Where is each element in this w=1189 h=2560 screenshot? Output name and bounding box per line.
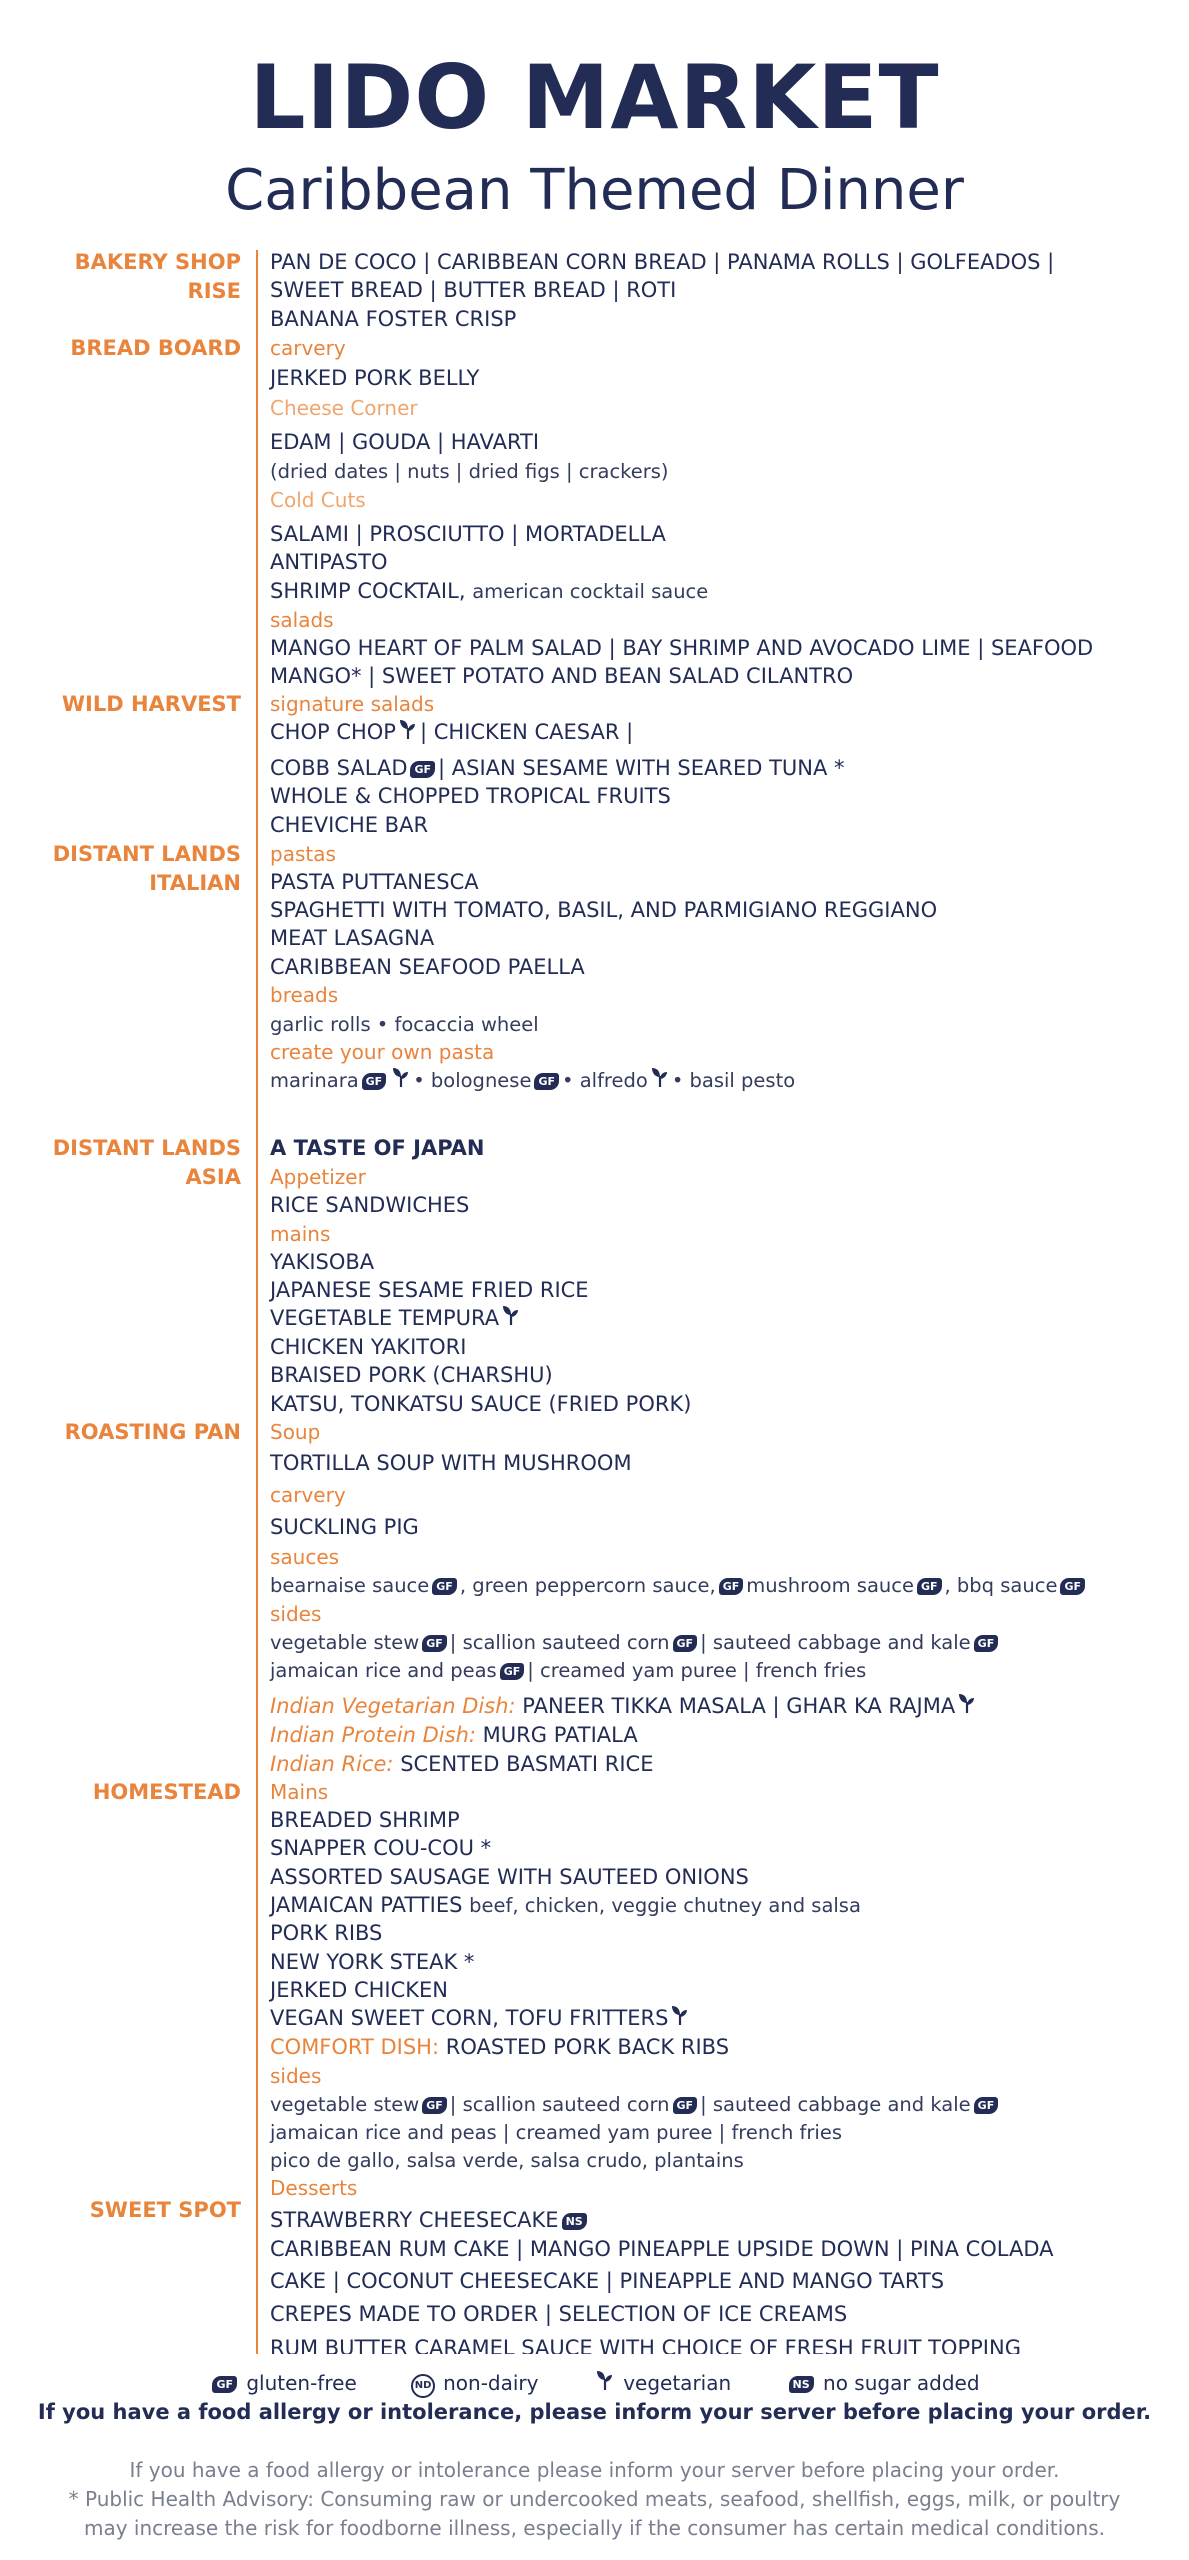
section-roasting-pan: ROASTING PAN — [64, 1420, 241, 1444]
gluten-free-icon: GF — [974, 1635, 999, 1652]
legend-vegetarian: vegetarian — [593, 2371, 731, 2395]
menu-subheading: Cold Cuts — [270, 488, 366, 512]
menu-description: garlic rolls • focaccia wheel — [270, 1013, 539, 1036]
section-sweet-spot: SWEET SPOT — [89, 2198, 241, 2222]
menu-subheading: carvery — [270, 336, 346, 360]
menu-item: CHICKEN YAKITORI — [270, 1335, 467, 1359]
gluten-free-icon: GF — [422, 1635, 447, 1652]
footer-advisory — [0, 2456, 1189, 2543]
section-homestead: HOMESTEAD — [92, 1780, 241, 1804]
gluten-free-icon: GF — [673, 2097, 698, 2114]
menu-item: TORTILLA SOUP WITH MUSHROOM — [270, 1451, 632, 1475]
section-bread-board: BREAD BOARD — [70, 336, 241, 360]
legend-no-sugar: NS no sugar added — [786, 2371, 980, 2395]
menu-subheading: sauces — [270, 1545, 340, 1569]
menu-item: MANGO HEART OF PALM SALAD | BAY SHRIMP AND AVOCADO LIME | SEAFOOD — [270, 636, 1094, 660]
gluten-free-icon: GF — [410, 761, 435, 778]
menu-subheading: Mains — [270, 1780, 329, 1804]
menu-item: MANGO* | SWEET POTATO AND BEAN SALAD CILANTRO — [270, 664, 854, 688]
footer-line: * Public Health Advisory: Consuming raw or undercooked meats, seafood, shellfish, eggs, milk, or poultry — [68, 2487, 1121, 2511]
menu-item: BREADED SHRIMP — [270, 1808, 460, 1832]
menu-item: JAPANESE SESAME FRIED RICE — [270, 1278, 589, 1302]
gluten-free-icon: GF — [534, 1073, 559, 1090]
footer-line: If you have a food allergy or intolerance please inform your server before placing your order. — [129, 2458, 1060, 2482]
vegetarian-icon — [651, 1067, 669, 1087]
vegetarian-icon — [671, 2005, 689, 2025]
gluten-free-icon: GF — [917, 1578, 942, 1595]
menu-subheading: Soup — [270, 1420, 321, 1444]
section-distant-asia: DISTANT LANDS ASIA — [52, 1136, 241, 1189]
vegetarian-icon — [502, 1305, 520, 1325]
menu-description: jamaican rice and peas | creamed yam puree | french fries — [270, 2121, 842, 2144]
menu-subheading: create your own pasta — [270, 1040, 495, 1064]
menu-item: RICE SANDWICHES — [270, 1193, 470, 1217]
menu-item: SHRIMP COCKTAIL, american cocktail sauce — [270, 579, 709, 603]
dietary-legend — [0, 2370, 1189, 2398]
menu-item: ASSORTED SAUSAGE WITH SAUTEED ONIONS — [270, 1865, 749, 1889]
menu-item: SWEET BREAD | BUTTER BREAD | ROTI — [270, 278, 677, 302]
menu-item: Indian Protein Dish: MURG PATIALA — [270, 1723, 638, 1747]
menu-description: pico de gallo, salsa verde, salsa crudo, plantains — [270, 2149, 744, 2172]
menu-item: JERKED CHICKEN — [270, 1978, 448, 2002]
menu-item: COMFORT DISH: ROASTED PORK BACK RIBS — [270, 2035, 730, 2059]
menu-item: PAN DE COCO | CARIBBEAN CORN BREAD | PANAMA ROLLS | GOLFEADOS | — [270, 250, 1055, 274]
menu-item: YAKISOBA — [270, 1250, 375, 1274]
menu-item: CARIBBEAN RUM CAKE | MANGO PINEAPPLE UPSIDE DOWN | PINA COLADA — [270, 2237, 1054, 2261]
menu-subheading: salads — [270, 608, 334, 632]
vegetarian-icon — [399, 719, 417, 739]
allergy-note: If you have a food allergy or intolerance, please inform your server before placing your order. — [37, 2400, 1152, 2424]
gluten-free-icon: GF — [362, 1073, 387, 1090]
gluten-free-icon: GF — [422, 2097, 447, 2114]
menu-item: VEGAN SWEET CORN, TOFU FRITTERS — [270, 2004, 692, 2033]
menu-item: JAMAICAN PATTIES beef, chicken, veggie chutney and salsa — [270, 1893, 861, 1917]
menu-item: BRAISED PORK (CHARSHU) — [270, 1363, 553, 1387]
page-subtitle: Caribbean Themed Dinner — [225, 158, 964, 223]
menu-item: CREPES MADE TO ORDER | SELECTION OF ICE CREAMS — [270, 2302, 848, 2326]
menu-item: SPAGHETTI WITH TOMATO, BASIL, AND PARMIGIANO REGGIANO — [270, 898, 938, 922]
menu-subheading: breads — [270, 983, 339, 1007]
menu-description: bearnaise sauce GF , green peppercorn sauce, GF mushroom sauce GF , bbq sauce GF — [270, 1571, 1088, 1600]
menu-item: COBB SALAD GF | ASIAN SESAME WITH SEARED TUNA * — [270, 756, 845, 780]
menu-description: jamaican rice and peas GF | creamed yam puree | french fries — [270, 1659, 867, 1682]
menu-item: MEAT LASAGNA — [270, 926, 435, 950]
section-wild-harvest: WILD HARVEST — [61, 692, 241, 716]
page-title: LIDO MARKET — [249, 46, 940, 149]
menu-subheading: sides — [270, 1602, 322, 1626]
menu-item: Indian Vegetarian Dish: PANEER TIKKA MASALA | GHAR KA RAJMA — [270, 1692, 979, 1721]
gluten-free-icon: GF — [212, 2376, 237, 2393]
menu-item: JERKED PORK BELLY — [270, 366, 480, 390]
menu-item: CHEVICHE BAR — [270, 813, 429, 837]
menu-subheading: Desserts — [270, 2176, 358, 2200]
menu-item: BANANA FOSTER CRISP — [270, 307, 517, 331]
vegetarian-icon — [958, 1693, 976, 1713]
menu-heading: A TASTE OF JAPAN — [270, 1136, 485, 1160]
menu-item: STRAWBERRY CHEESECAKE NS — [270, 2206, 590, 2235]
menu-description: (dried dates | nuts | dried figs | crackers) — [270, 460, 669, 483]
section-bakery: BAKERY SHOP RISE — [74, 250, 241, 303]
menu-item: VEGETABLE TEMPURA — [270, 1304, 523, 1333]
menu-item: EDAM | GOUDA | HAVARTI — [270, 430, 540, 454]
menu-item: CHOP CHOP | CHICKEN CAESAR | — [270, 720, 634, 744]
vegetarian-icon — [596, 2370, 614, 2390]
menu-subheading: mains — [270, 1222, 331, 1246]
menu-item: PASTA PUTTANESCA — [270, 870, 479, 894]
legend-non-dairy: ND non-dairy — [411, 2371, 538, 2395]
menu-item: CAKE | COCONUT CHEESECAKE | PINEAPPLE AND MANGO TARTS — [270, 2269, 945, 2293]
gluten-free-icon: GF — [500, 1663, 525, 1680]
menu-item: SNAPPER COU-COU * — [270, 1836, 492, 1860]
menu-description: vegetable stew GF | scallion sauteed corn GF | sauteed cabbage and kale GF — [270, 2090, 1001, 2119]
menu-item: CARIBBEAN SEAFOOD PAELLA — [270, 955, 585, 979]
gluten-free-icon: GF — [974, 2097, 999, 2114]
menu-description: marinara GF • bolognese GF • alfredo • basil pesto — [270, 1069, 796, 1092]
gluten-free-icon: GF — [673, 1635, 698, 1652]
non-dairy-icon: ND — [411, 2374, 435, 2398]
menu-subheading: Appetizer — [270, 1165, 366, 1189]
menu-item: Indian Rice: SCENTED BASMATI RICE — [270, 1752, 654, 1776]
menu-item: WHOLE & CHOPPED TROPICAL FRUITS — [270, 784, 671, 808]
section-distant-italian: DISTANT LANDS ITALIAN — [52, 842, 241, 895]
gluten-free-icon: GF — [1060, 1578, 1085, 1595]
menu-item: PORK RIBS — [270, 1921, 383, 1945]
gluten-free-icon: GF — [719, 1578, 744, 1595]
menu-item: ANTIPASTO — [270, 550, 388, 574]
no-sugar-icon: NS — [562, 2213, 587, 2230]
menu-description: vegetable stew GF | scallion sauteed corn GF | sauteed cabbage and kale GF — [270, 1628, 1001, 1657]
menu-subheading: signature salads — [270, 692, 435, 716]
gluten-free-icon: GF — [432, 1578, 457, 1595]
menu-item: SALAMI | PROSCIUTTO | MORTADELLA — [270, 522, 666, 546]
menu-item: KATSU, TONKATSU SAUCE (FRIED PORK) — [270, 1392, 692, 1416]
menu-item: SUCKLING PIG — [270, 1515, 419, 1539]
vegetarian-icon — [392, 1067, 410, 1087]
menu-subheading: carvery — [270, 1483, 346, 1507]
menu-subheading: Cheese Corner — [270, 396, 418, 420]
menu-subheading: sides — [270, 2064, 322, 2088]
no-sugar-icon: NS — [789, 2376, 814, 2393]
footer-line: may increase the risk for foodborne illness, especially if the consumer has certain medical conditions. — [83, 2516, 1106, 2540]
menu-item: RUM BUTTER CARAMEL SAUCE WITH CHOICE OF FRESH FRUIT TOPPING — [270, 2336, 1021, 2354]
menu-item: NEW YORK STEAK * — [270, 1950, 475, 1974]
legend-gluten-free: GF gluten-free — [209, 2371, 356, 2395]
menu-subheading: pastas — [270, 842, 336, 866]
